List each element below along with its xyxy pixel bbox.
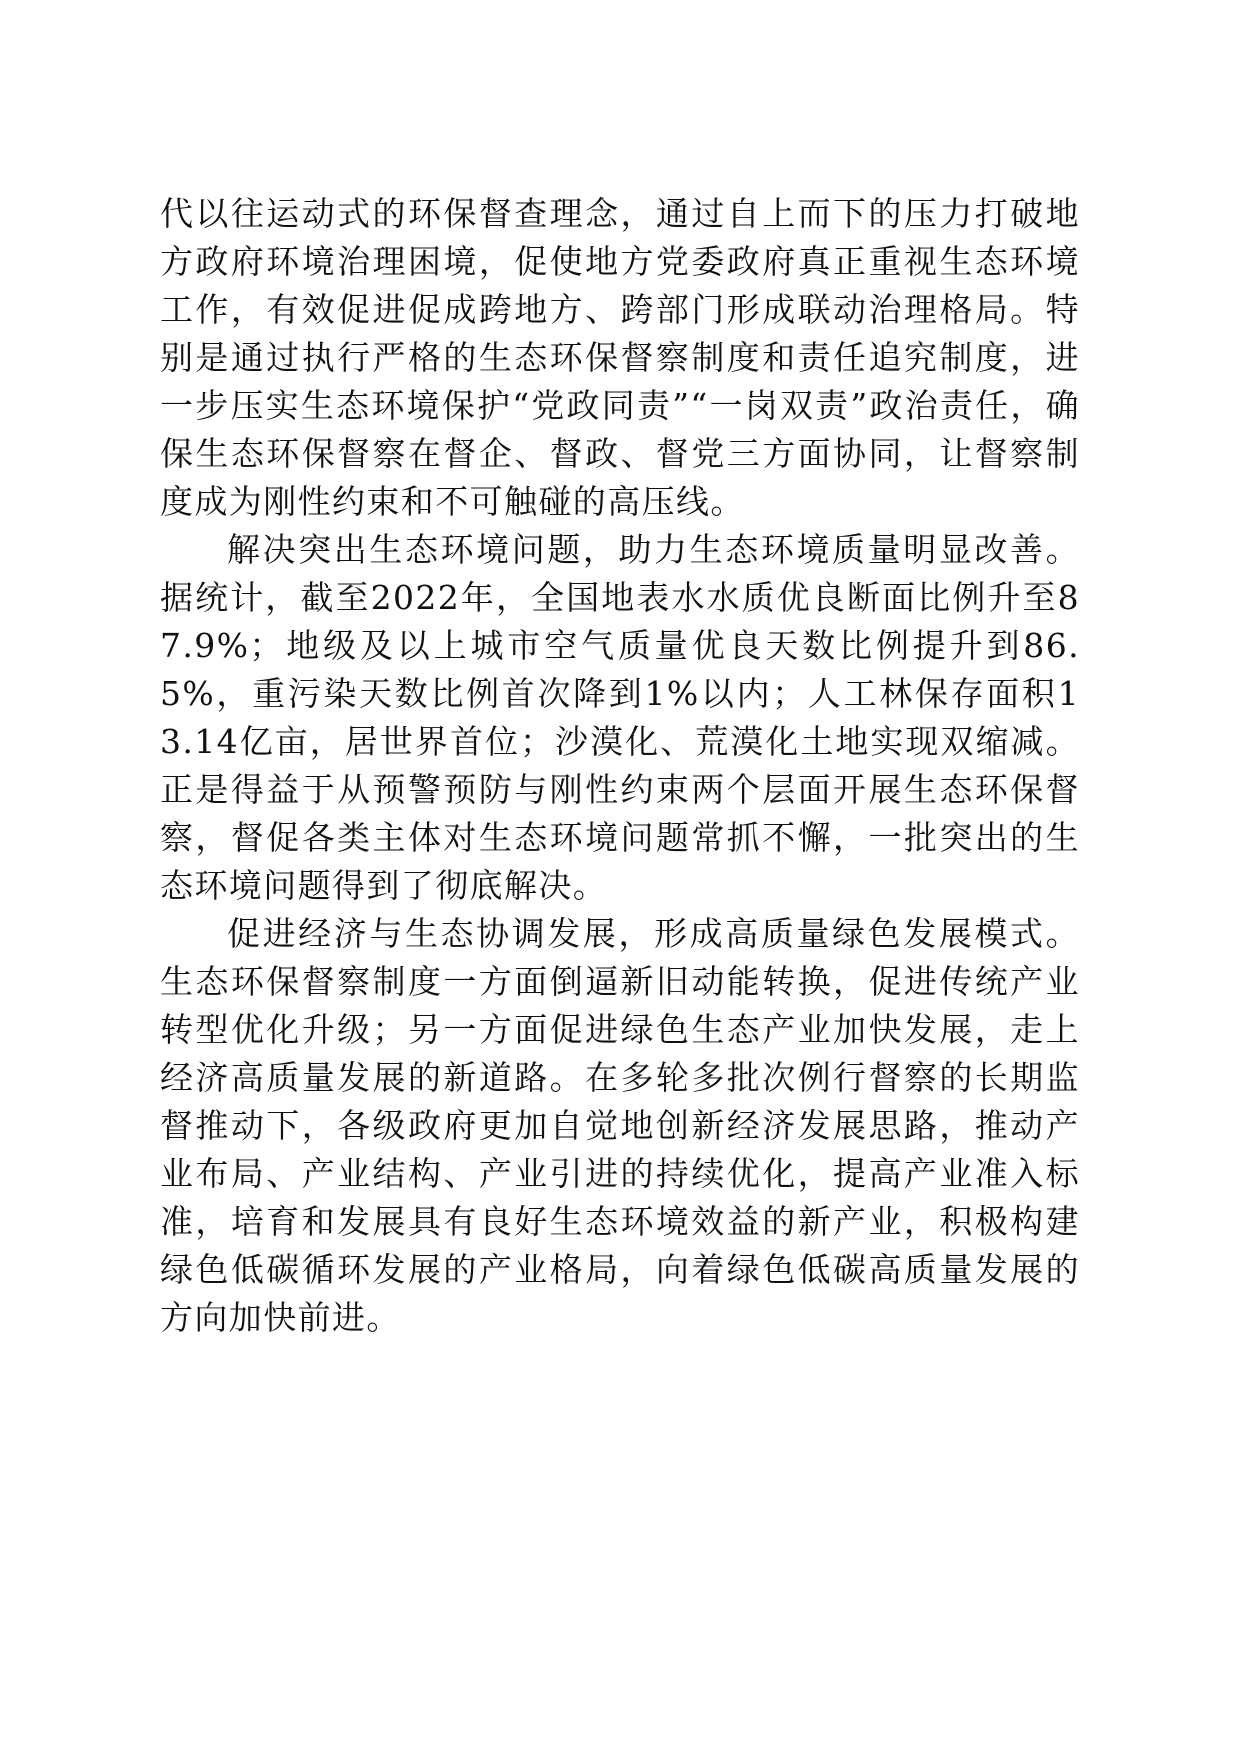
- paragraph-green-development: 促进经济与生态协调发展，形成高质量绿色发展模式。生态环保督察制度一方面倒逼新旧动能转换，促进传统产业转型优化升级；另一方面促进绿色生态产业加快发展，走上经济高质量发展的新道路。在多轮多批次例行督察的长期监督推动下，各级政府更加自觉地创新经济发展思路，推动产业布局、产业结构、产业引进的持续优化，提高产业准入标准，培育和发展具有良好生态环境效益的新产业，积极构建绿色低碳循环发展的产业格局，向着绿色低碳高质量发展的方向加快前进。: [160, 914, 1080, 1337]
- paragraph-continued: 代以往运动式的环保督查理念，通过自上而下的压力打破地方政府环境治理困境，促使地方党委政府真正重视生态环境工作，有效促进促成跨地方、跨部门形成联动治理格局。特别是通过执行严格的生态环保督察制度和责任追究制度，进一步压实生态环境保护“党政同责”“一岗双责”政治责任，确保生态环保督察在督企、督政、督党三方面协同，让督察制度成为刚性约束和不可触碰的高压线。: [160, 194, 1080, 521]
- paragraph-problem-solving: 解决突出生态环境问题，助力生态环境质量明显改善。据统计，截至2022年，全国地表水水质优良断面比例升至87.9%；地级及以上城市空气质量优良天数比例提升到86.5%，重污染天数比例首次降到1%以内；人工林保存面积13.14亿亩，居世界首位；沙漠化、荒漠化土地实现双缩减。正是得益于从预警预防与刚性约束两个层面开展生态环保督察，督促各类主体对生态环境问题常抓不懈，一批突出的生态环境问题得到了彻底解决。: [160, 530, 1080, 905]
- document-body: [160, 190, 1080, 1342]
